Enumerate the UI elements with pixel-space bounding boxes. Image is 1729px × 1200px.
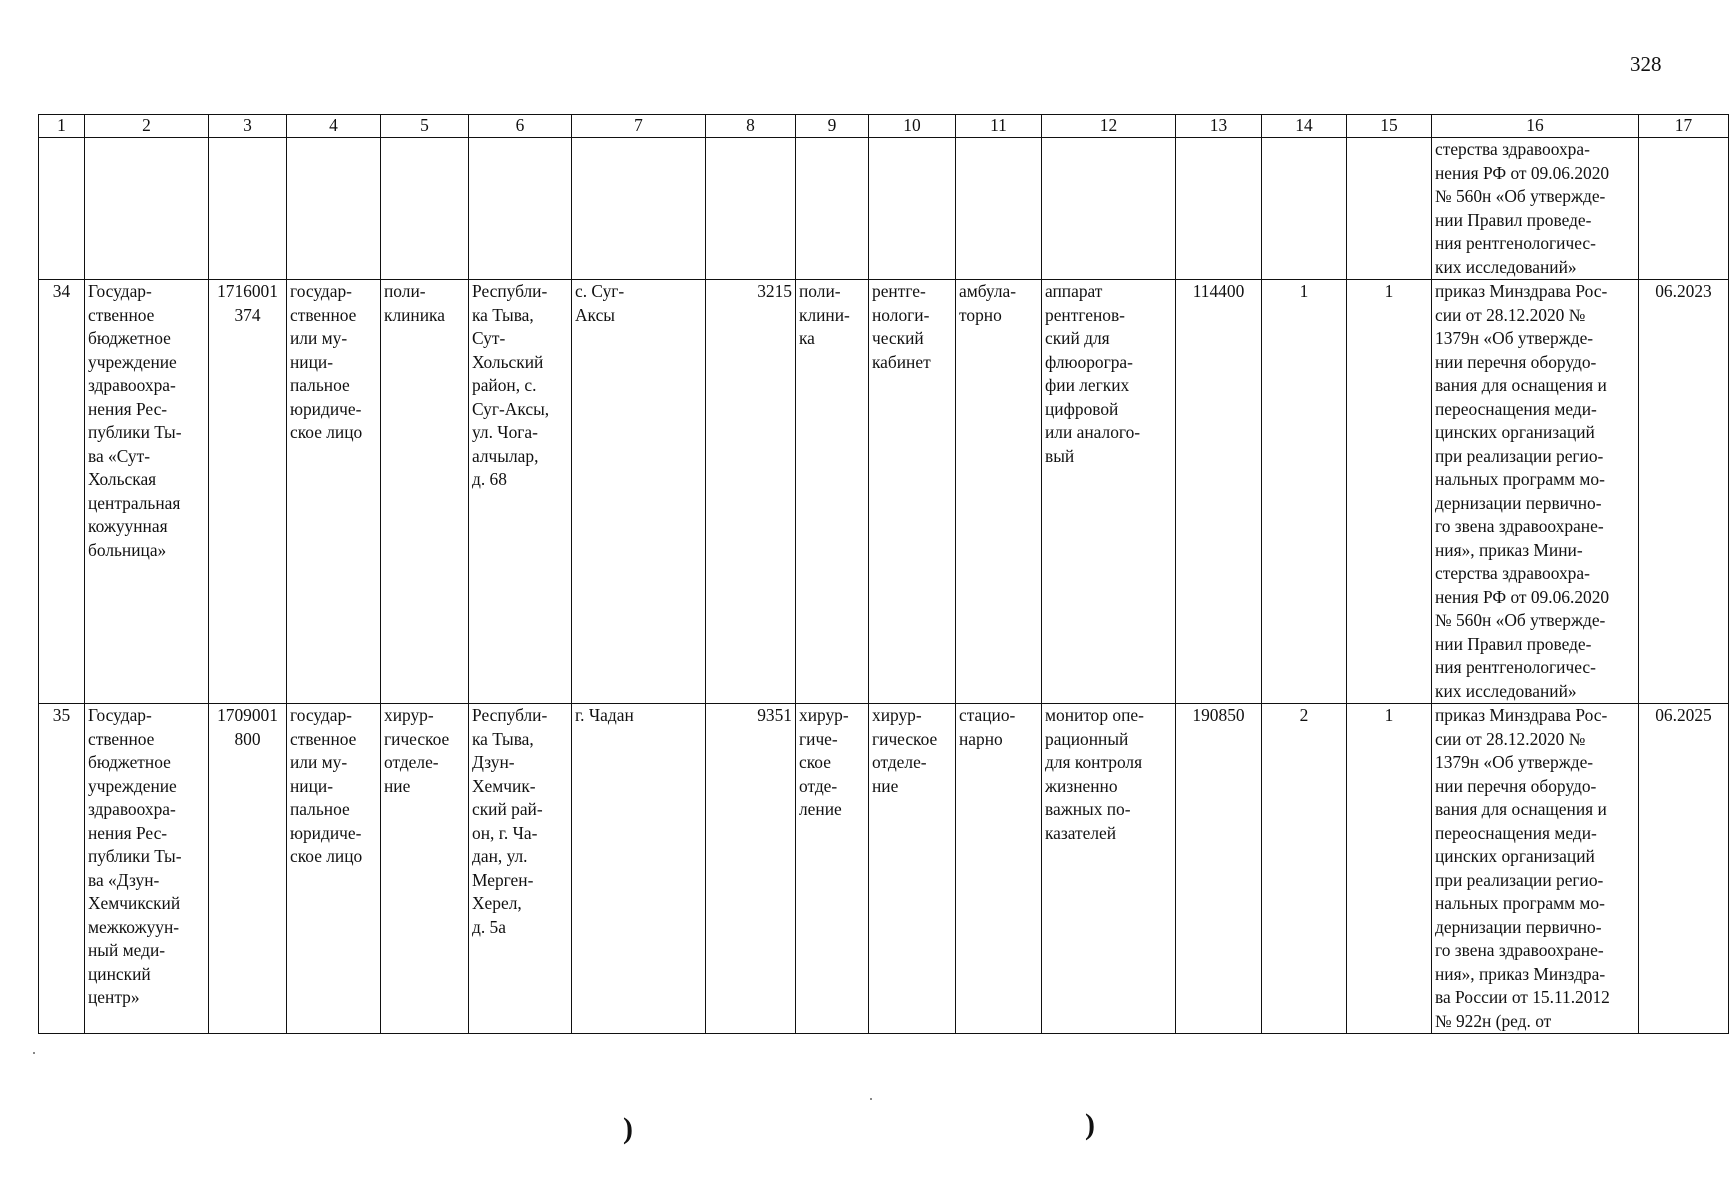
- cabinet-cell: рентге- нологи- ческий кабинет: [869, 280, 956, 704]
- col-header-7: 7: [572, 115, 706, 138]
- unit-type-cell: хирур- гическое отделе- ние: [381, 704, 469, 1034]
- signature-mark-left: ): [623, 1112, 633, 1145]
- care-mode-cell: стацио- нарно: [956, 704, 1042, 1034]
- locality-cell: с. Суг- Аксы: [572, 280, 706, 704]
- col-header-6: 6: [469, 115, 572, 138]
- continuation-row: [39, 138, 1729, 280]
- row-number-cell: 35: [39, 704, 85, 1034]
- col-header-13: 13: [1176, 115, 1262, 138]
- col-header-16: 16: [1432, 115, 1639, 138]
- equipment-cell: монитор опе- рационный для контроля жизненно важных по- казателей: [1042, 704, 1176, 1034]
- legal-form-cell: государ- ственное или му- ници- пальное юридиче- ское лицо: [287, 704, 381, 1034]
- quantity-required-cell: 1: [1262, 280, 1347, 704]
- quantity-cell: 1: [1347, 280, 1432, 704]
- col-header-10: 10: [869, 115, 956, 138]
- col-header-17: 17: [1639, 115, 1729, 138]
- equipment-table: [38, 114, 1729, 1034]
- equipment-cell: аппарат рентгенов- ский для флюорогра- фии легких цифровой или аналого- вый: [1042, 280, 1176, 704]
- address-cell: Республи- ка Тыва, Дзун- Хемчик- ский рай- он, г. Ча- дан, ул. Мерген- Херел, д. 5а: [469, 704, 572, 1034]
- basis-cell: приказ Минздрава Рос- сии от 28.12.2020 № 1379н «Об утвержде- нии перечня оборудо- вания для оснащения и переоснащения меди- цинских организаций при реализации регио- нальных программ мо- дернизации первично- го звена здравоохране- ния», приказ Мини- стерства здравоохра- нения РФ от 09.06.2020 № 560н «Об утвержде- нии Правил проведе- ния рентгенологичес- ких исследований»: [1432, 280, 1639, 704]
- population-cell: 3215: [706, 280, 796, 704]
- col-header-15: 15: [1347, 115, 1432, 138]
- signature-mark-right: ): [1085, 1108, 1095, 1141]
- scan-speck: [870, 1098, 872, 1100]
- col-header-14: 14: [1262, 115, 1347, 138]
- code-cell: 190850: [1176, 704, 1262, 1034]
- col-header-1: 1: [39, 115, 85, 138]
- care-mode-cell: амбула- торно: [956, 280, 1042, 704]
- col-header-9: 9: [796, 115, 869, 138]
- col-header-12: 12: [1042, 115, 1176, 138]
- address-cell: Республи- ка Тыва, Сут- Хольский район, с. Суг-Аксы, ул. Чога- алчылар, д. 68: [469, 280, 572, 704]
- unit-type-cell: поли- клиника: [381, 280, 469, 704]
- locality-cell: г. Чадан: [572, 704, 706, 1034]
- basis-cell: стерства здравоохра- нения РФ от 09.06.2020 № 560н «Об утвержде- нии Правил проведе- ния рентгенологичес- ких исследований»: [1432, 138, 1639, 280]
- cabinet-cell: хирур- гическое отделе- ние: [869, 704, 956, 1034]
- date-cell: 06.2023: [1639, 280, 1729, 704]
- department-cell: хирур- гиче- ское отде- ление: [796, 704, 869, 1034]
- organization-cell: Государ- ственное бюджетное учреждение здравоохра- нения Рес- публики Ты- ва «Дзун- Хемчикский межкожуун- ный меди- цинский центр»: [85, 704, 209, 1034]
- population-cell: 9351: [706, 704, 796, 1034]
- col-header-11: 11: [956, 115, 1042, 138]
- inn-cell: 1716001 374: [209, 280, 287, 704]
- col-header-4: 4: [287, 115, 381, 138]
- basis-cell: приказ Минздрава Рос- сии от 28.12.2020 № 1379н «Об утвержде- нии перечня оборудо- вания для оснащения и переоснащения меди- цинских организаций при реализации регио- нальных программ мо- дернизации первично- го звена здравоохране- ния», приказ Минздра- ва России от 15.11.2012 № 922н (ред. от: [1432, 704, 1639, 1034]
- quantity-required-cell: 2: [1262, 704, 1347, 1034]
- col-header-8: 8: [706, 115, 796, 138]
- header-row: [39, 115, 1729, 138]
- department-cell: поли- клини- ка: [796, 280, 869, 704]
- organization-cell: Государ- ственное бюджетное учреждение здравоохра- нения Рес- публики Ты- ва «Сут- Хольская центральная кожуунная больница»: [85, 280, 209, 704]
- date-cell: 06.2025: [1639, 704, 1729, 1034]
- table-row: [39, 704, 1729, 1034]
- quantity-cell: 1: [1347, 704, 1432, 1034]
- col-header-2: 2: [85, 115, 209, 138]
- scan-speck: [33, 1052, 35, 1054]
- page-number: 328: [1630, 52, 1662, 76]
- col-header-3: 3: [209, 115, 287, 138]
- row-number-cell: 34: [39, 280, 85, 704]
- legal-form-cell: государ- ственное или му- ници- пальное юридиче- ское лицо: [287, 280, 381, 704]
- inn-cell: 1709001 800: [209, 704, 287, 1034]
- code-cell: 114400: [1176, 280, 1262, 704]
- col-header-5: 5: [381, 115, 469, 138]
- table-row: [39, 280, 1729, 704]
